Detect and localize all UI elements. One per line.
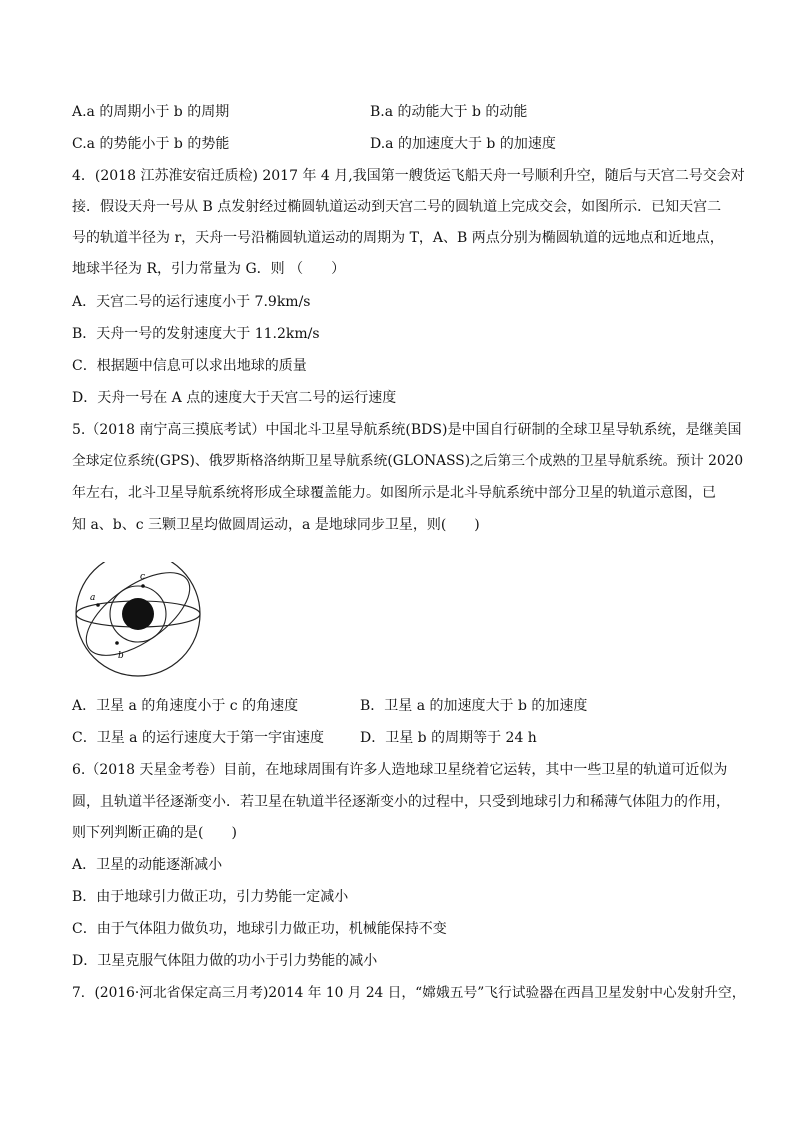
- q4-stem-line-4: 地球半径为 R，引力常量为 G．则 （ ）: [72, 261, 346, 277]
- satellite-orbit-diagram: [70, 562, 210, 680]
- q5-option-a: A．卫星 a 的角速度小于 c 的角速度: [72, 698, 299, 714]
- q6-stem-line-3: 则下列判断正确的是( ): [72, 825, 237, 841]
- q4-option-d: D．天舟一号在 A 点的速度大于天宫二号的运行速度: [72, 390, 397, 406]
- q3-option-a: A.a 的周期小于 b 的周期: [72, 104, 230, 120]
- q4-option-a: A．天宫二号的运行速度小于 7.9km/s: [72, 294, 311, 310]
- q3-option-c: C.a 的势能小于 b 的势能: [72, 136, 230, 152]
- q6-option-b: B．由于地球引力做正功，引力势能一定减小: [72, 889, 349, 905]
- q4-stem-line-3: 号的轨道半径为 r，天舟一号沿椭圆轨道运动的周期为 T，A、B 两点分别为椭圆轨道的远地点和近地点，: [72, 230, 724, 246]
- label-c: c: [140, 572, 146, 582]
- q5-stem-line-2: 全球定位系统(GPS)、俄罗斯格洛纳斯卫星导航系统(GLONASS)之后第三个成熟的卫星导航系统。预计 2020: [72, 453, 744, 469]
- q3-option-b: B.a 的动能大于 b 的动能: [370, 104, 528, 120]
- satellite-c-dot: [141, 584, 145, 588]
- q7-stem-line-1: 7．(2016·河北省保定高三月考)2014 年 10 月 24 日，“嫦娥五号”飞行试验器在西昌卫星发射中心发射升空，: [72, 985, 746, 1001]
- q5-option-c: C．卫星 a 的运行速度大于第一宇宙速度: [72, 730, 324, 746]
- q6-stem-line-1: 6.（2018 天星金考卷）目前，在地球周围有许多人造地球卫星绕着它运转，其中一些卫星的轨道可近似为: [72, 762, 728, 778]
- satellite-b-dot: [115, 641, 119, 645]
- q5-option-b: B．卫星 a 的加速度大于 b 的加速度: [360, 698, 588, 714]
- q4-option-c: C．根据题中信息可以求出地球的质量: [72, 358, 307, 374]
- q5-stem-line-4: 知 a、b、c 三颗卫星均做圆周运动，a 是地球同步卫星，则( ): [72, 517, 480, 533]
- satellite-a-dot: [96, 603, 100, 607]
- label-a: a: [90, 593, 96, 603]
- earth-icon: [122, 598, 154, 630]
- q4-option-b: B．天舟一号的发射速度大于 11.2km/s: [72, 326, 320, 342]
- q6-stem-line-2: 圆，且轨道半径逐渐变小．若卫星在轨道半径逐渐变小的过程中，只受到地球引力和稀薄气体阻力的作用，: [72, 794, 730, 810]
- q6-option-c: C．由于气体阻力做负功，地球引力做正功，机械能保持不变: [72, 921, 447, 937]
- q4-stem-line-1: 4．(2018 江苏淮安宿迁质检) 2017 年 4 月,我国第一艘货运飞船天舟一号顺利升空，随后与天宫二号交会对: [72, 168, 745, 184]
- q6-option-a: A．卫星的动能逐渐减小: [72, 857, 223, 873]
- q6-option-d: D．卫星克服气体阻力做的功小于引力势能的减小: [72, 953, 378, 969]
- q5-stem-line-3: 年左右，北斗卫星导航系统将形成全球覆盖能力。如图所示是北斗导航系统中部分卫星的轨道示意图，已: [72, 485, 716, 501]
- label-b: b: [118, 651, 124, 661]
- q3-option-d: D.a 的加速度大于 b 的加速度: [370, 136, 556, 152]
- q4-stem-line-2: 接．假设天舟一号从 B 点发射经过椭圆轨道运动到天宫二号的圆轨道上完成交会，如图所示．已知天宫二: [72, 199, 722, 215]
- q5-stem-line-1: 5.（2018 南宁高三摸底考试）中国北斗卫星导航系统(BDS)是中国自行研制的全球卫星导轨系统，是继美国: [72, 422, 742, 438]
- q5-option-d: D．卫星 b 的周期等于 24 h: [360, 730, 537, 746]
